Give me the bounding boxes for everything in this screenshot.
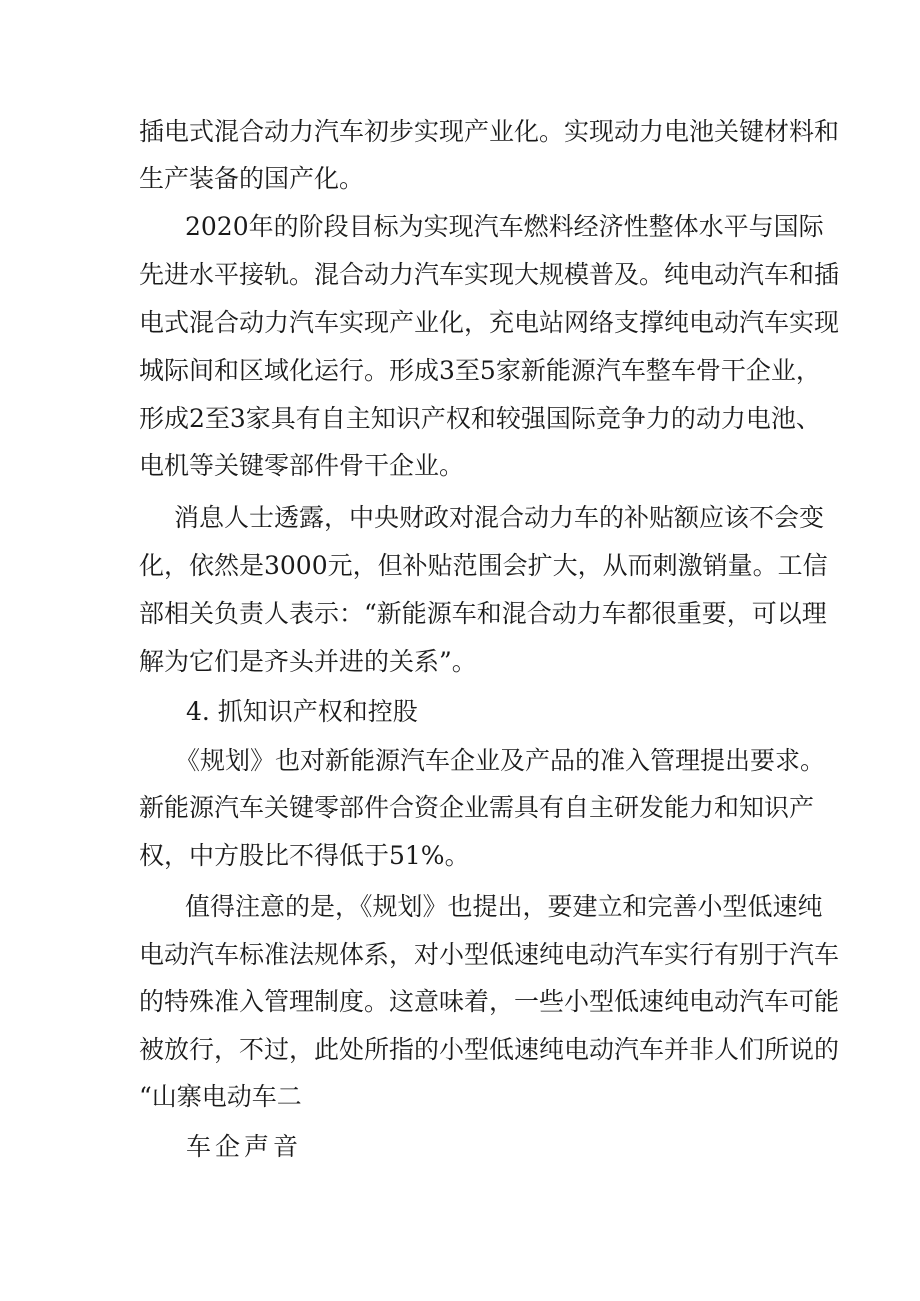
- text-line: 2020年的阶段目标为实现汽车燃料经济性整体水平与国际: [185, 212, 824, 241]
- text-line: 形成2至3家具有自主知识产权和较强国际竞争力的动力电池、: [139, 404, 821, 433]
- text-line: 电动汽车标准法规体系，对小型低速纯电动汽车实行有别于汽车: [139, 940, 840, 969]
- text-line: 解为它们是齐头并进的关系”。: [139, 647, 477, 676]
- text-line: 值得注意的是，《规划》也提出，要建立和完善小型低速纯: [185, 892, 823, 921]
- text-line: 消息人士透露，中央财政对混合动力车的补贴额应该不会变: [174, 503, 825, 532]
- section-heading: 4. 抓知识产权和控股: [186, 697, 418, 726]
- text-line: “山寨电动车二: [139, 1082, 302, 1111]
- text-line: 生产装备的国产化。: [139, 164, 365, 193]
- text-line: 权，中方股比不得低于51%。: [139, 841, 470, 870]
- text-line: 城际间和区域化运行。形成3至5家新能源汽车整车骨干企业，: [139, 356, 821, 385]
- text-line: 先进水平接轨。混合动力汽车实现大规模普及。纯电动汽车和插: [139, 260, 840, 289]
- text-line: 插电式混合动力汽车初步实现产业化。实现动力电池关键材料和: [139, 117, 840, 146]
- text-line: 电式混合动力汽车实现产业化，充电站网络支撑纯电动汽车实现: [139, 308, 840, 337]
- text-line: 被放行，不过，此处所指的小型低速纯电动汽车并非人们所说的: [139, 1035, 840, 1064]
- text-line: 化，依然是3000元，但补贴范围会扩大，从而刺激销量。工信: [139, 551, 828, 580]
- text-line: 部相关负责人表示：“新能源车和混合动力车都很重要，可以理: [139, 599, 827, 628]
- text-line: 新能源汽车关键零部件合资企业需具有自主研发能力和知识产: [139, 793, 815, 822]
- text-line: 《规划》也对新能源汽车企业及产品的准入管理提出要求。: [175, 746, 826, 775]
- text-line: 的特殊准入管理制度。这意味着，一些小型低速纯电动汽车可能: [139, 987, 840, 1016]
- text-line: 电机等关键零部件骨干企业。: [139, 451, 465, 480]
- sub-heading: 车企声音: [186, 1132, 303, 1161]
